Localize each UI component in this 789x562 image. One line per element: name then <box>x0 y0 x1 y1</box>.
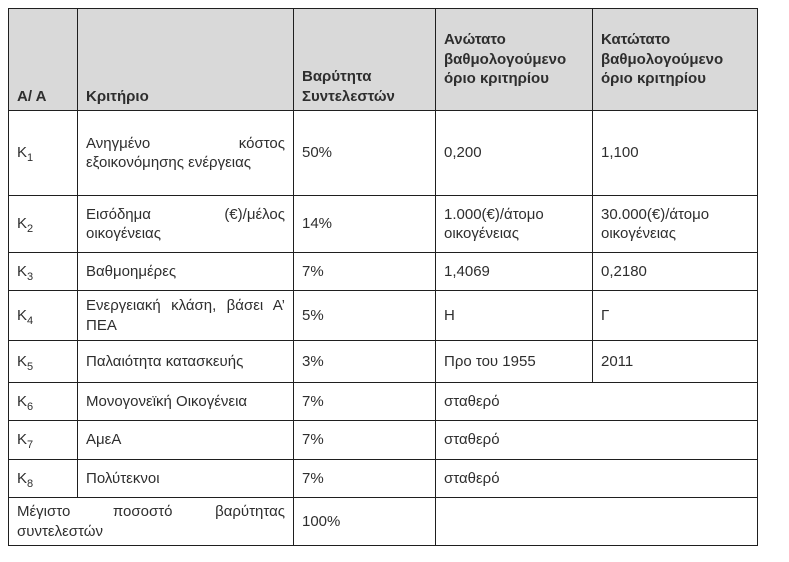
row-id-cell: $K_5$ <box>9 341 78 383</box>
row-id-cell: $K_1$ <box>9 111 78 196</box>
header-cell-upper-limit: Ανώτατο βαθμολογούμενο όριο κριτηρίου <box>436 9 593 111</box>
upper-limit-cell: 0,200 <box>436 111 593 196</box>
weight-cell: 7% <box>294 253 436 291</box>
upper-limit-cell: Η <box>436 291 593 341</box>
weight-cell: 7% <box>294 460 436 498</box>
upper-limit-cell: Προ του 1955 <box>436 341 593 383</box>
weight-cell: 7% <box>294 383 436 421</box>
row-id-cell: $K_6$ <box>9 383 78 421</box>
upper-limit-cell: 1.000(€)/άτομο οικογένειας <box>436 196 593 253</box>
row-id-cell: $K_2$ <box>9 196 78 253</box>
criterion-cell: Πολύτεκνοι <box>78 460 294 498</box>
weight-cell: 14% <box>294 196 436 253</box>
criterion-cell: Εισόδημα (€)/μέλος οικογένειας <box>78 196 294 253</box>
table-row <box>9 196 758 253</box>
criterion-cell: Ενεργειακή κλάση, βάσει Α’ ΠΕΑ <box>78 291 294 341</box>
lower-limit-cell: Γ <box>593 291 758 341</box>
row-id-cell: $K_8$ <box>9 460 78 498</box>
table-footer-row <box>9 498 758 546</box>
header-cell-weight: Βαρύτητα Συντελεστών <box>294 9 436 111</box>
table-row <box>9 111 758 196</box>
table-row <box>9 383 758 421</box>
table-row <box>9 253 758 291</box>
fixed-value-cell: σταθερό <box>436 460 758 498</box>
weight-cell: 7% <box>294 421 436 460</box>
criterion-cell: Βαθμοημέρες <box>78 253 294 291</box>
criterion-cell: Παλαιότητα κατασκευής <box>78 341 294 383</box>
criterion-cell: Μονογονεϊκή Οικογένεια <box>78 383 294 421</box>
table-header-row <box>9 9 758 111</box>
table-row <box>9 291 758 341</box>
table-row <box>9 421 758 460</box>
row-id-cell: $K_4$ <box>9 291 78 341</box>
weight-cell: 3% <box>294 341 436 383</box>
table-row <box>9 341 758 383</box>
fixed-value-cell: σταθερό <box>436 421 758 460</box>
footer-empty-cell <box>436 498 758 546</box>
criterion-cell: Ανηγμένο κόστος εξοικονόμησης ενέργειας <box>78 111 294 196</box>
footer-total-weight-cell: 100% <box>294 498 436 546</box>
weight-cell: 5% <box>294 291 436 341</box>
header-cell-lower-limit: Κατώτατο βαθμολογούμενο όριο κριτηρίου <box>593 9 758 111</box>
lower-limit-cell: 1,100 <box>593 111 758 196</box>
fixed-value-cell: σταθερό <box>436 383 758 421</box>
upper-limit-cell: 1,4069 <box>436 253 593 291</box>
lower-limit-cell: 30.000(€)/άτομο οικογένειας <box>593 196 758 253</box>
footer-label-cell: Μέγιστο ποσοστό βαρύτητας συντελεστών <box>9 498 294 546</box>
lower-limit-cell: 0,2180 <box>593 253 758 291</box>
lower-limit-cell: 2011 <box>593 341 758 383</box>
criterion-cell: ΑμεΑ <box>78 421 294 460</box>
criteria-weights-table <box>8 8 758 546</box>
row-id-cell: $K_7$ <box>9 421 78 460</box>
row-id-cell: $K_3$ <box>9 253 78 291</box>
header-cell-criterion: Κριτήριο <box>78 9 294 111</box>
table-row <box>9 460 758 498</box>
weight-cell: 50% <box>294 111 436 196</box>
header-cell-aa: Α/ Α <box>9 9 78 111</box>
